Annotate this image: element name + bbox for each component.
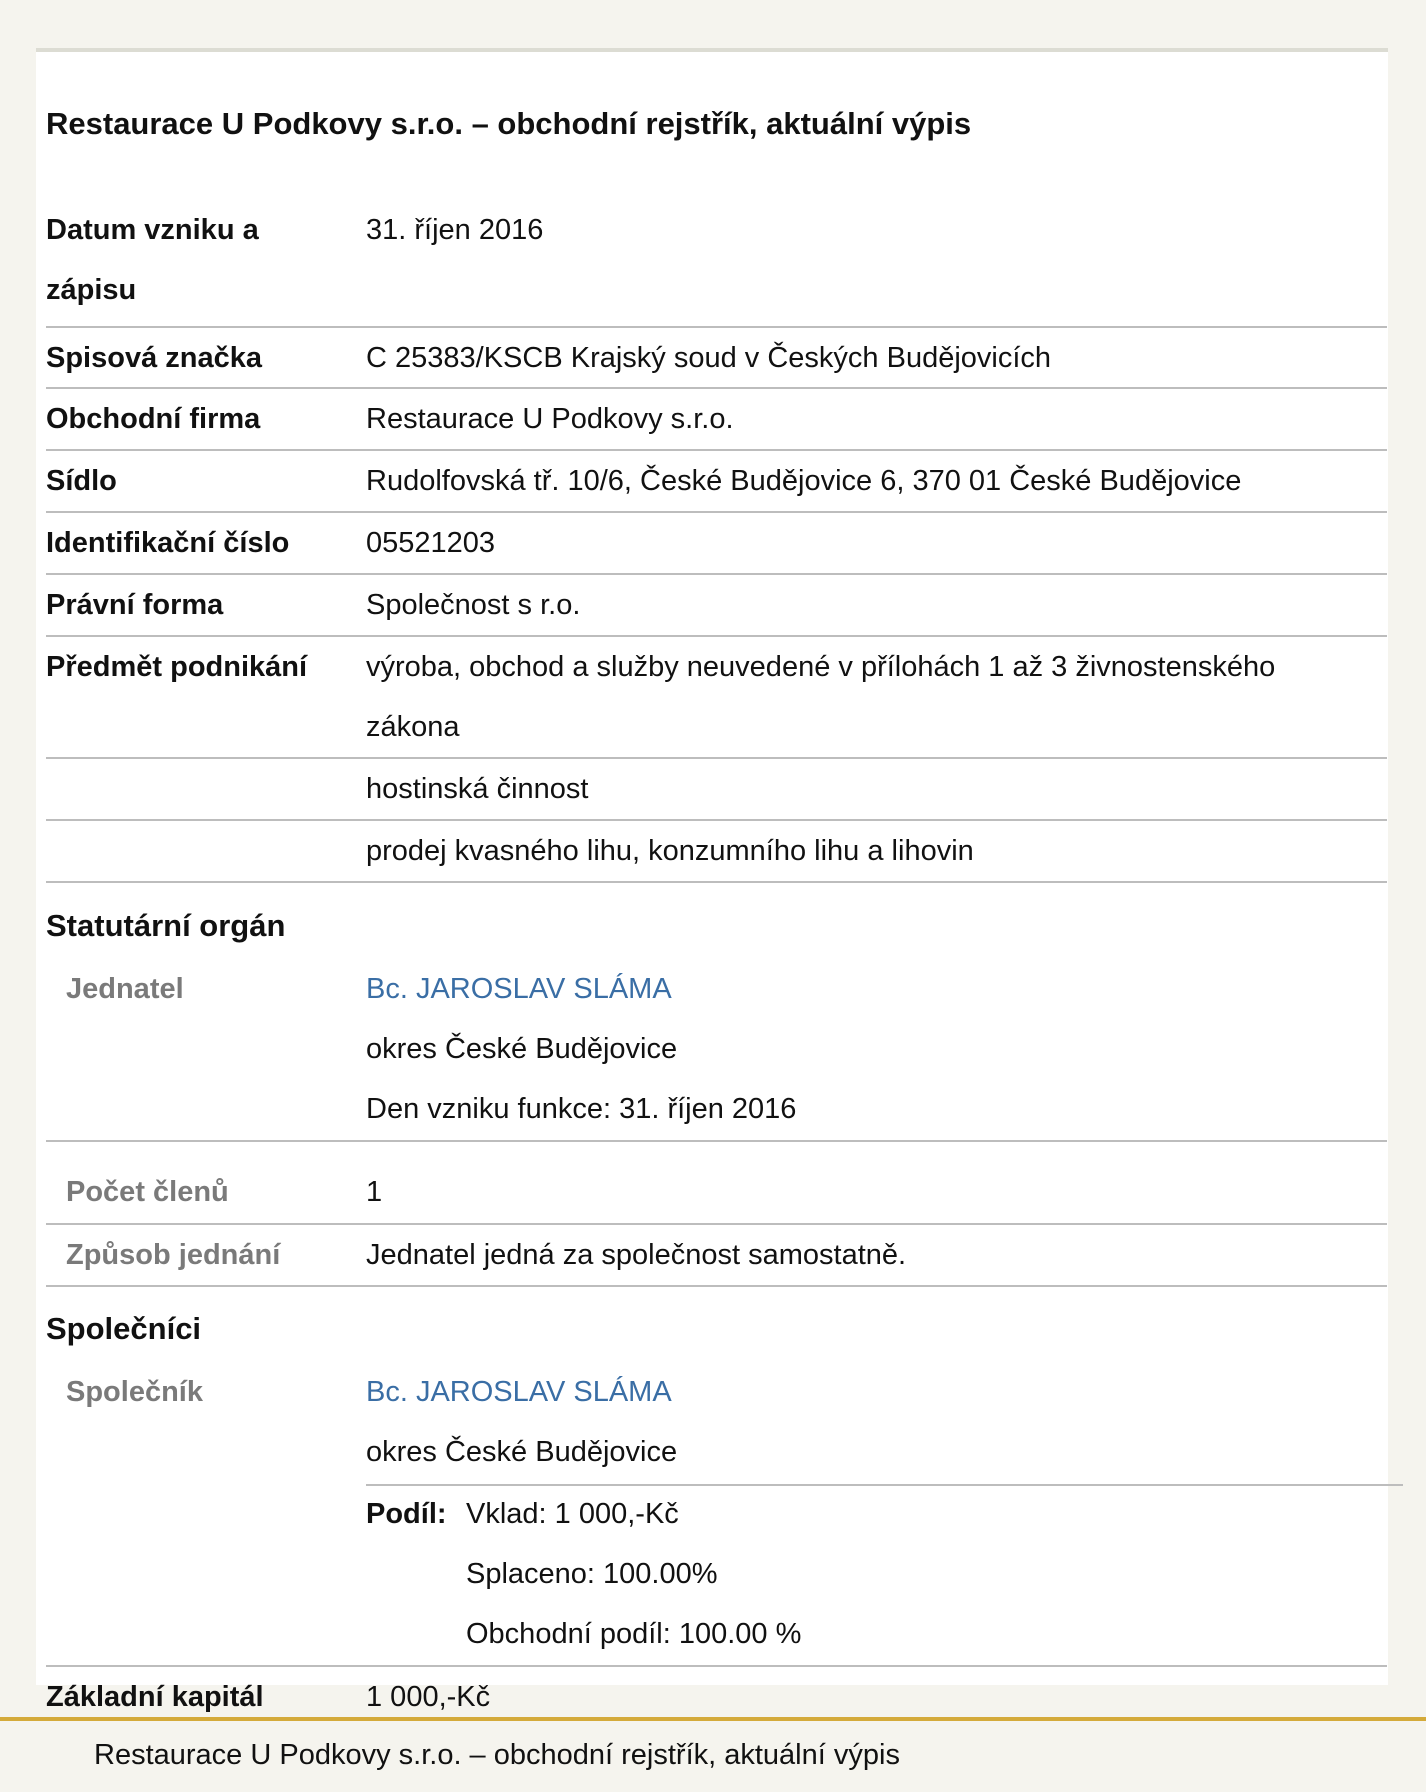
register-card <box>36 48 1388 1713</box>
row-pocet-clenu <box>46 1162 1387 1225</box>
row-value: 31. říjen 2016 <box>366 214 544 246</box>
person-district: okres České Budějovice <box>366 1033 678 1065</box>
row-label: Právní forma <box>46 589 224 621</box>
row-predmet-2 <box>46 759 1387 821</box>
person-link[interactable]: Bc. JAROSLAV SLÁMA <box>366 1376 672 1408</box>
row-sidlo <box>46 451 1387 513</box>
row-label: Jednatel <box>66 973 184 1005</box>
row-value: Společnost s r.o. <box>366 589 581 621</box>
row-spisova-znacka <box>46 328 1387 389</box>
podil-splaceno: Splaceno: 100.00% <box>466 1558 718 1590</box>
person-link[interactable]: Bc. JAROSLAV SLÁMA <box>366 973 672 1005</box>
row-label: Společník <box>66 1376 203 1408</box>
footer-title: Restaurace U Podkovy s.r.o. – obchodní rejstřík, aktuální výpis <box>94 1739 900 1771</box>
podil-vklad: Vklad: 1 000,-Kč <box>466 1498 679 1530</box>
row-spolecnik <box>46 1362 1387 1667</box>
row-value: Restaurace U Podkovy s.r.o. <box>366 403 734 435</box>
row-obchodni-firma <box>46 389 1387 451</box>
row-zpusob-jednani <box>46 1225 1387 1287</box>
podil-obchodni: Obchodní podíl: 100.00 % <box>466 1618 802 1650</box>
row-label: Základní kapitál <box>46 1681 264 1713</box>
row-value: výroba, obchod a služby neuvedené v přílohách 1 až 3 živnostenského zákona <box>366 651 1276 743</box>
person-district: okres České Budějovice <box>366 1436 678 1468</box>
row-label: Předmět podnikání <box>46 651 308 683</box>
row-label: Sídlo <box>46 465 117 497</box>
row-value: 1 <box>366 1176 383 1208</box>
row-value: 1 000,-Kč <box>366 1681 491 1713</box>
function-since: Den vzniku funkce: 31. říjen 2016 <box>366 1093 797 1125</box>
row-label: Obchodní firma <box>46 403 261 435</box>
footer <box>0 1717 1426 1792</box>
page-title: Restaurace U Podkovy s.r.o. – obchodní rejstřík, aktuální výpis <box>46 106 972 141</box>
row-value: prodej kvasného lihu, konzumního lihu a lihovin <box>366 835 974 867</box>
row-ico <box>46 513 1387 575</box>
row-value: Rudolfovská tř. 10/6, České Budějovice 6, 370 01 České Budějovice <box>366 465 1242 497</box>
row-datum <box>46 200 1387 328</box>
row-value: Jednatel jedná za společnost samostatně. <box>366 1239 907 1271</box>
row-predmet-podnikani <box>46 637 1387 759</box>
row-label: Identifikační číslo <box>46 527 290 559</box>
row-value: C 25383/KSCB Krajský soud v Českých Budějovicích <box>366 342 1052 374</box>
row-predmet-3 <box>46 821 1387 883</box>
row-label: Počet členů <box>66 1176 229 1208</box>
row-value: 05521203 <box>366 527 496 559</box>
podil-label: Podíl: <box>366 1498 447 1530</box>
row-label: Způsob jednání <box>66 1239 281 1271</box>
row-value: hostinská činnost <box>366 773 589 805</box>
section-statutarni-organ: Statutární orgán <box>46 908 286 943</box>
row-pravni-forma <box>46 575 1387 637</box>
row-label: Spisová značka <box>46 342 262 374</box>
row-jednatel <box>46 959 1387 1142</box>
section-spolecnici: Společníci <box>46 1311 202 1346</box>
row-label: Datum vzniku a zápisu <box>46 214 259 306</box>
